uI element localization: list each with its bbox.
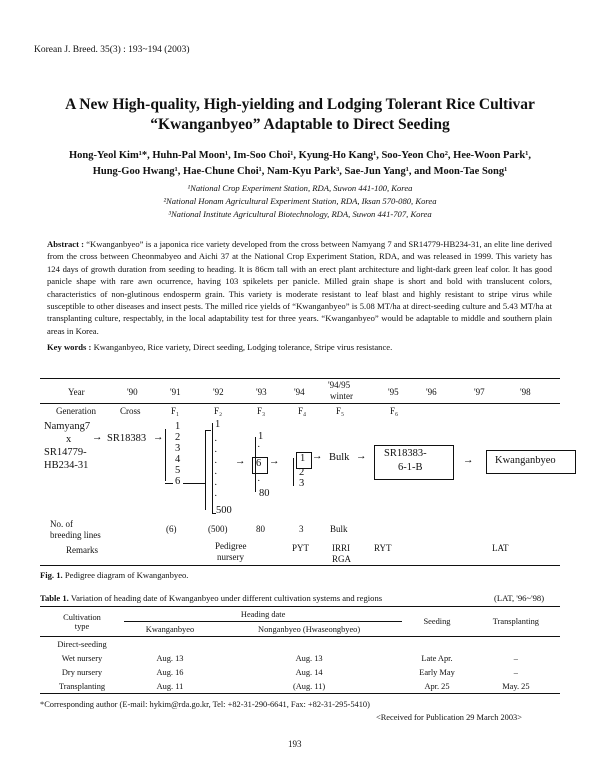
line-name-a: SR18383- <box>384 448 427 459</box>
row-trans: May. 25 <box>502 681 530 691</box>
f3-selected: 6 <box>256 458 262 469</box>
arrow-icon: → <box>153 432 164 443</box>
f1-num-5: 5 <box>175 465 181 476</box>
keywords <box>47 342 552 352</box>
f3-bottom: 80 <box>259 488 270 499</box>
f3-dots-lower: · <box>257 476 261 487</box>
affiliation-3: ³National Institute Agricultural Biotechnology, RDA, Suwon 441-707, Korea <box>168 209 432 219</box>
affiliation-2: ²National Honam Agricultural Experiment Station, RDA, Iksan 570-080, Korea <box>163 196 437 206</box>
generation-cross: Cross <box>120 406 141 416</box>
table-caption <box>40 593 382 603</box>
figure-caption <box>40 570 188 580</box>
group-direct-seeding: Direct-seeding <box>57 639 107 649</box>
row-trans: – <box>513 667 518 677</box>
remarks-label: Remarks <box>66 545 98 555</box>
year-95: '95 <box>388 387 399 397</box>
journal-citation: Korean J. Breed. 35(3) : 193~194 (2003) <box>34 45 190 55</box>
variety-name: Kwanganbyeo <box>495 455 556 466</box>
authors-line-2: Hung-Goo Hwang¹, Hae-Chune Choi¹, Nam-Kyu Park³, Sae-Jun Yang¹, and Moon-Tae Song¹ <box>92 166 508 177</box>
year-93: '93 <box>256 387 267 397</box>
affiliations <box>60 182 540 221</box>
breeding-lines-f3: 80 <box>256 524 265 534</box>
f1-num-1: 1 <box>175 421 181 432</box>
bulk-label: Bulk <box>329 452 350 463</box>
table-row <box>40 679 560 694</box>
row-kwang: Aug. 16 <box>156 667 184 677</box>
figure-top-rule <box>40 378 560 379</box>
author-list <box>50 148 550 180</box>
abstract-text: “Kwanganbyeo” is a japonica rice variety developed from the cross between Namyang 7 and SR14779-HB234-31, an elite line derived from the cross between Cheonmabyeo and Aichi 37 at the National Crop Experiment Station, RDA, and was released in 1999. This variety has 124 days of growth duration from seeding to heading. It is 86cm tall with an erect plant architecture and light-dark green leaf color. It has good panicle shape with rare awn ocurrence, having 103 spikelets per panicle. Milled grain shape is short and bold with translucent colors, characteristics of non-glutinous endosperm grain. This variety is moderate resistant to leaf blast and highly resistant to stripe virus while susceptible to other diseases and insect pests. The milled rice yields of “Kwanganbyeo” is 5.08 MT/ha at direct-seeding culture and 5.43 MT/ha at transplanting culture, respectably, in the local adaptability test for three years. “Kwanganbyeo” would be adaptable to middle and southern plain areas in Korea. <box>47 239 552 336</box>
f2-line <box>212 423 213 513</box>
year-97: '97 <box>474 387 485 397</box>
col-seeding: Seeding <box>402 607 472 637</box>
row-seeding: Early May <box>419 667 455 677</box>
row-kwang: Aug. 13 <box>156 653 184 663</box>
affiliation-1: ¹National Crop Experiment Station, RDA, Suwon 441-100, Korea <box>187 183 413 193</box>
row-nong: (Aug. 11) <box>292 681 326 691</box>
f4-line <box>293 458 294 486</box>
f4-num-2: 2 <box>299 467 305 478</box>
f2-bracket-top <box>205 430 211 431</box>
f4-selected: 1 <box>300 453 306 464</box>
table-row <box>40 665 560 679</box>
abstract-label: Abstract : <box>47 239 85 249</box>
row-nong: Aug. 14 <box>295 667 323 677</box>
year-98: '98 <box>520 387 531 397</box>
f3-top: 1 <box>258 431 264 442</box>
f1-bracket <box>165 429 166 481</box>
breeding-lines-label-a: No. of <box>50 519 73 529</box>
table-caption-period: (LAT, '96~'98) <box>494 593 545 603</box>
abstract <box>47 238 552 337</box>
row-type: Transplanting <box>58 681 106 691</box>
generation-f5: F₅ <box>336 406 345 416</box>
remarks-rga: RGA <box>332 554 352 564</box>
generation-f1: F₁ <box>171 406 180 416</box>
authors-line-1: Hong-Yeol Kim¹*, Huhn-Pal Moon¹, Im-Soo Choi¹, Kyung-Ho Kang¹, Soo-Yeon Cho², Hee-Woon Park¹, <box>69 150 531 161</box>
page-number: 193 <box>288 739 302 749</box>
remarks-pyt: PYT <box>292 543 310 553</box>
f1-to-f2-link <box>183 483 205 484</box>
breeding-lines-f5: Bulk <box>330 524 348 534</box>
arrow-icon: → <box>269 456 280 467</box>
keywords-text: Kwanganbyeo, Rice variety, Direct seeding, Lodging tolerance, Stripe virus resistance. <box>93 342 393 352</box>
row-seeding: Apr. 25 <box>424 681 450 691</box>
arrow-icon: → <box>356 451 367 462</box>
year-94-95: '94/95 <box>328 380 351 390</box>
received-date: <Received for Publication 29 March 2003> <box>376 713 522 722</box>
col-cultivation <box>40 607 124 637</box>
breeding-lines-label-b: breeding lines <box>50 530 101 540</box>
generation-f3: F₃ <box>257 406 266 416</box>
row-kwang: Aug. 11 <box>156 681 184 691</box>
row-type: Wet nursery <box>61 653 103 663</box>
figure-caption-label: Fig. 1. <box>40 570 63 580</box>
generation-label: Generation <box>56 406 96 416</box>
parent-sr14779-a: SR14779- <box>44 447 87 458</box>
title-line-2: “Kwanganbyeo” Adaptable to Direct Seeding <box>150 116 450 133</box>
f4-num-3: 3 <box>299 478 305 489</box>
arrow-icon: → <box>312 451 323 462</box>
col-nonganbyeo: Nonganbyeo (Hwaseongbyeo) <box>216 622 402 637</box>
remarks-irri: IRRI <box>332 543 350 553</box>
f1-num-2: 2 <box>175 432 181 443</box>
table-caption-text: Variation of heading date of Kwanganbyeo under different cultivation systems and regions <box>70 593 383 603</box>
generation-f2: F₂ <box>214 406 223 416</box>
f2-top: 1 <box>215 419 221 430</box>
year-91: '91 <box>170 387 181 397</box>
row-nong: Aug. 13 <box>295 653 323 663</box>
f2-dots: · · · · · · <box>214 436 218 502</box>
remarks-pedigree-a: Pedigree <box>215 541 247 551</box>
cross-name-sr18383: SR18383 <box>107 433 147 444</box>
f2-bottom: 500 <box>216 505 232 516</box>
year-winter: winter <box>330 391 353 401</box>
generation-f4: F₄ <box>298 406 307 416</box>
table-row <box>40 637 560 652</box>
keywords-label: Key words : <box>47 342 92 352</box>
col-kwanganbyeo: Kwanganbyeo <box>124 622 216 637</box>
f1-num-6: 6 <box>175 476 181 487</box>
heading-date-table <box>40 606 560 694</box>
table-caption-label: Table 1. <box>40 593 69 603</box>
year-label: Year <box>68 387 85 397</box>
col-heading-date: Heading date <box>124 607 402 622</box>
title-line-1: A New High-quality, High-yielding and Lodging Tolerant Rice Cultivar <box>65 96 535 113</box>
breeding-lines-f4: 3 <box>299 524 304 534</box>
paper-title <box>40 95 560 135</box>
figure-year-rule <box>40 403 560 404</box>
year-96: '96 <box>426 387 437 397</box>
year-92: '92 <box>213 387 224 397</box>
col-cultivation-a: Cultivation <box>63 612 101 622</box>
row-trans: – <box>513 653 518 663</box>
arrow-icon: → <box>92 432 103 443</box>
row-type: Dry nursery <box>61 667 103 677</box>
remarks-lat: LAT <box>492 543 509 553</box>
f1-num-4: 4 <box>175 454 181 465</box>
parent-sr14779-b: HB234-31 <box>44 460 89 471</box>
figure-bottom-rule <box>40 565 560 566</box>
row-seeding: Late Apr. <box>421 653 453 663</box>
corresponding-author: *Corresponding author (E-mail: hykim@rda.go.kr, Tel: +82-31-290-6641, Fax: +82-31-295-5410) <box>40 700 370 709</box>
breeding-lines-f1: (6) <box>166 524 177 534</box>
col-transplanting: Transplanting <box>472 607 560 637</box>
f1-num-3: 3 <box>175 443 181 454</box>
remarks-pedigree-b: nursery <box>217 552 244 562</box>
arrow-icon: → <box>235 456 246 467</box>
breeding-lines-f2: (500) <box>208 524 228 534</box>
line-name-b: 6-1-B <box>398 462 423 473</box>
remarks-ryt: RYT <box>374 543 392 553</box>
table-row <box>40 651 560 665</box>
arrow-icon: → <box>463 455 474 466</box>
f1-link <box>165 483 173 484</box>
parent-namyang7: Namyang7 <box>44 421 91 432</box>
year-90: '90 <box>127 387 138 397</box>
year-94: '94 <box>294 387 305 397</box>
f3-dots: · <box>257 442 261 453</box>
f2-bracket <box>205 430 206 510</box>
col-cultivation-b: type <box>74 621 90 631</box>
generation-f6: F₆ <box>390 406 399 416</box>
figure-caption-text: Pedigree diagram of Kwanganbyeo. <box>64 570 189 580</box>
cross-symbol: x <box>66 434 72 445</box>
